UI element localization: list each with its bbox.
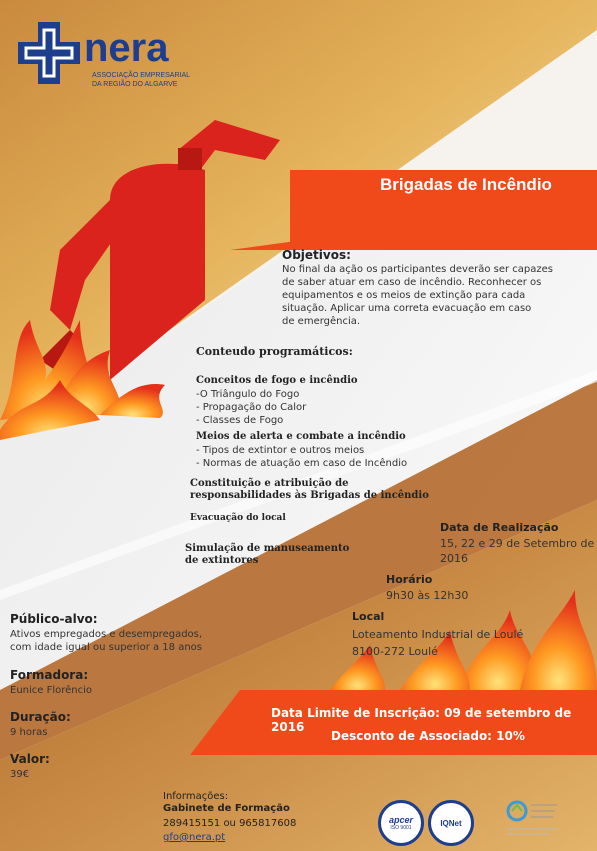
desconto-associado: Desconto de Associado: 10%	[331, 729, 525, 743]
constituicao-line2: responsabilidades às Brigadas de incêndio	[190, 490, 429, 501]
logo-subtitle-line2: DA REGIÃO DO ALGARVE	[92, 81, 178, 88]
formadora-label: Formadora:	[10, 668, 89, 682]
local-line1: Loteamento Industrial de Loulé	[352, 628, 524, 641]
cross-logo-icon	[14, 18, 84, 88]
evacuacao: Evacuação do local	[190, 513, 286, 523]
apcer-certification-icon	[378, 800, 424, 846]
phone-numbers: 289415151 ou 965817608	[163, 818, 297, 829]
publico-alvo-line2: com idade igual ou superior a 18 anos	[10, 642, 203, 653]
local-line2: 8100-272 Loulé	[352, 645, 438, 658]
nera-logo	[14, 18, 194, 93]
section-item: - Normas de atuação em caso de Incêndio	[196, 458, 408, 469]
certified-entity-icon	[505, 797, 560, 842]
data-realizacao-line1: 15, 22 e 29 de Setembro de	[440, 537, 595, 550]
section-item: - Propagação do Calor	[196, 402, 307, 413]
apcer-iso-label: ISO 9001	[390, 825, 412, 831]
valor-value: 39€	[10, 769, 30, 780]
section-item: - Classes de Fogo	[196, 415, 284, 426]
apcer-label: apcer	[388, 815, 414, 825]
local-label: Local	[352, 610, 385, 623]
publico-alvo-line1: Ativos empregados e desempregados,	[10, 629, 203, 640]
iqnet-label: IQNet	[440, 818, 462, 828]
horario-value: 9h30 às 12h30	[386, 589, 469, 602]
objetivos-line: situação. Aplicar uma correta evacuação em caso	[282, 303, 532, 314]
duracao-value: 9 horas	[10, 727, 48, 738]
page-title: Brigadas de Incêndio	[380, 175, 552, 194]
data-realizacao-label: Data de Realização	[440, 521, 559, 534]
section-title: Conceitos de fogo e incêndio	[196, 375, 358, 386]
valor-label: Valor:	[10, 752, 50, 766]
section-title: Meios de alerta e combate a incêndio	[196, 431, 406, 442]
logo-wordmark: nera	[84, 26, 169, 70]
gabinete-formacao: Gabinete de Formação	[163, 803, 290, 814]
conteudo-heading: Conteudo programáticos:	[196, 345, 353, 358]
constituicao-line1: Constituição e atribuição de	[190, 478, 349, 489]
objetivos-line: de emergência.	[282, 316, 361, 327]
objetivos-line: de saber atuar em caso de incêndio. Reconhecer os	[282, 277, 542, 288]
simulacao-line1: Simulação de manuseamento	[185, 543, 350, 554]
horario-label: Horário	[386, 573, 433, 586]
iqnet-certification-icon	[428, 800, 474, 846]
data-realizacao-line2: 2016	[440, 552, 468, 565]
simulacao-line2: de extintores	[185, 555, 259, 566]
publico-alvo-label: Público-alvo:	[10, 612, 98, 626]
email-link[interactable]: gfo@nera.pt	[163, 832, 226, 843]
section-item: - Tipos de extintor e outros meios	[196, 445, 365, 456]
objetivos-line: No final da ação os participantes deverão ser capazes	[282, 264, 554, 275]
duracao-label: Duração:	[10, 710, 71, 724]
formadora-value: Eunice Florêncio	[10, 685, 93, 696]
inscricao-deadline: Data Limite de Inscrição: 09 de setembro de 2016	[271, 706, 572, 734]
logo-subtitle-line1: ASSOCIAÇÃO EMPRESARIAL	[92, 72, 191, 79]
objetivos-heading: Objetivos:	[282, 248, 351, 262]
informacoes-label: Informações:	[163, 791, 229, 802]
section-item: -O Triângulo do Fogo	[196, 389, 300, 400]
objetivos-line: equipamentos e os meios de extinção para cada	[282, 290, 526, 301]
objetivos-text	[282, 263, 582, 328]
